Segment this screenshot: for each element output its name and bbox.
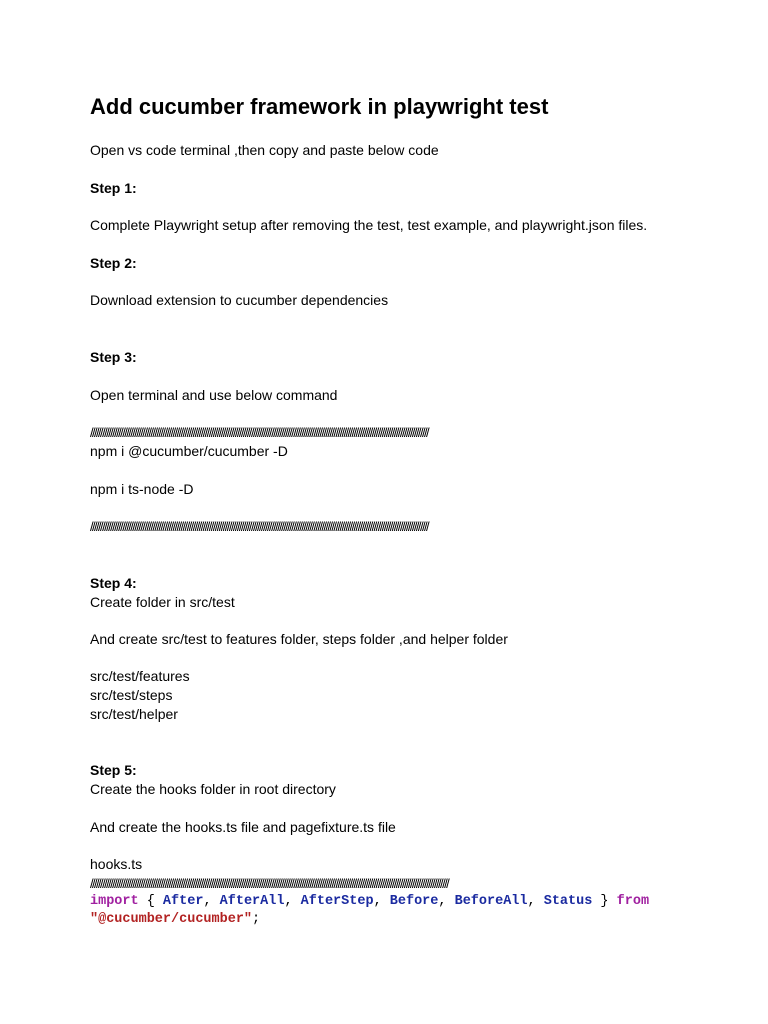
brace-close: } xyxy=(592,894,617,909)
module-string: "@cucumber/cucumber" xyxy=(90,912,253,927)
npm-command-ts-node: npm i ts-node -D xyxy=(90,481,194,497)
step1-heading: Step 1: xyxy=(90,180,137,196)
code-line-module xyxy=(90,911,260,929)
path-steps: src/test/steps xyxy=(90,687,173,703)
path-features: src/test/features xyxy=(90,668,190,684)
brace-open: { xyxy=(138,894,163,909)
identifier-before: Before xyxy=(389,894,439,909)
comma: , xyxy=(284,894,301,909)
page-title: Add cucumber framework in playwright test xyxy=(90,94,549,119)
keyword-import: import xyxy=(90,894,139,909)
identifier-afterstep: AfterStep xyxy=(300,894,374,909)
identifier-afterall: AfterAll xyxy=(219,894,285,909)
comma: , xyxy=(203,894,220,909)
semicolon: ; xyxy=(252,912,261,927)
step1-text: Complete Playwright setup after removing the test, test example, and playwright.json files. xyxy=(90,217,648,233)
path-helper: src/test/helper xyxy=(90,706,178,722)
divider-code: ////////////////////////////////////////////////////////////////////////////////////////////////////////////////////////////////////////////////////////////////////////////////// xyxy=(90,876,449,891)
npm-command-cucumber: npm i @cucumber/cucumber -D xyxy=(90,443,288,459)
step3-text: Open terminal and use below command xyxy=(90,387,338,403)
hooks-filename: hooks.ts xyxy=(90,856,143,872)
step4-heading: Step 4: xyxy=(90,575,137,591)
step2-heading: Step 2: xyxy=(90,255,137,271)
step5-text: Create the hooks folder in root directory xyxy=(90,781,336,797)
step5-text2: And create the hooks.ts file and pagefixture.ts file xyxy=(90,819,396,835)
step3-heading: Step 3: xyxy=(90,349,137,365)
comma: , xyxy=(373,894,390,909)
keyword-from: from xyxy=(616,894,650,909)
identifier-beforeall: BeforeAll xyxy=(454,894,528,909)
comma: , xyxy=(527,894,544,909)
step4-text: Create folder in src/test xyxy=(90,594,235,610)
step5-heading: Step 5: xyxy=(90,762,137,778)
divider-bottom: //////////////////////////////////////////////////////////////////////////////////////////////////////////////////////////////////////////////////////////////////////// xyxy=(90,519,428,534)
code-line-import xyxy=(90,893,649,911)
identifier-after: After xyxy=(162,894,204,909)
identifier-status: Status xyxy=(543,894,593,909)
intro-text: Open vs code terminal ,then copy and paste below code xyxy=(90,142,439,158)
step4-text2: And create src/test to features folder, steps folder ,and helper folder xyxy=(90,631,508,647)
divider-top: //////////////////////////////////////////////////////////////////////////////////////////////////////////////////////////////////////////////////////////////////////// xyxy=(90,425,428,440)
step2-text: Download extension to cucumber dependencies xyxy=(90,292,389,308)
comma: , xyxy=(438,894,455,909)
